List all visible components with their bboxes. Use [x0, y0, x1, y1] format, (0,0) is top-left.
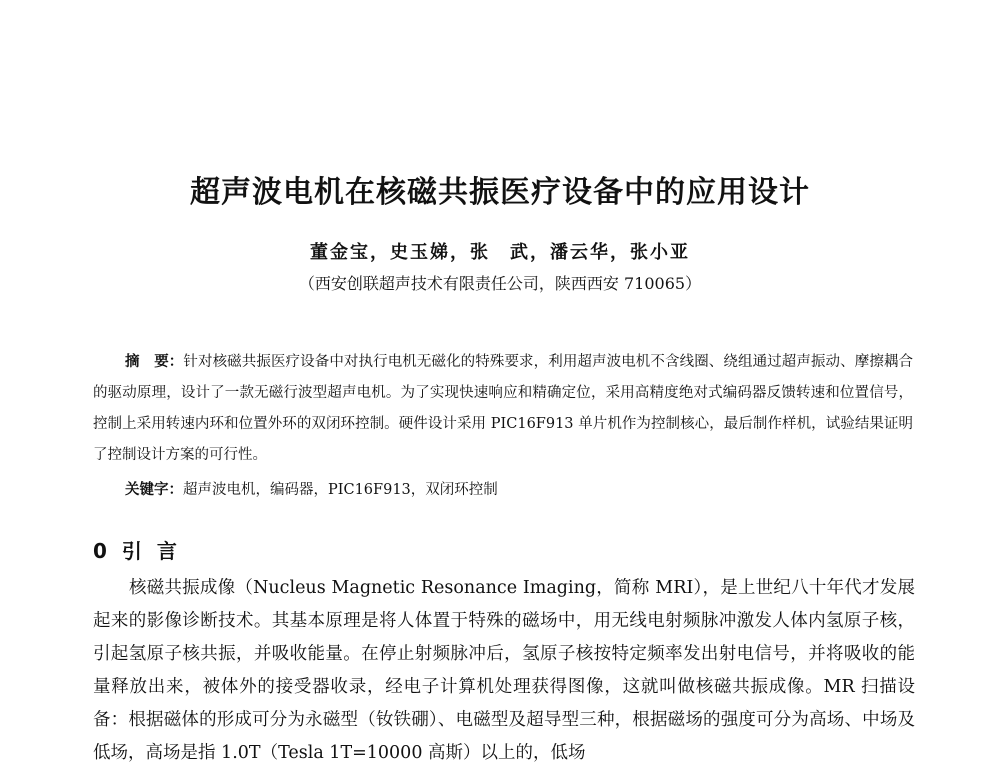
abstract-label: 摘 要：: [125, 354, 184, 370]
section-title: 0 引 言: [93, 539, 181, 563]
keywords: [125, 478, 498, 499]
author-list: 董金宝，史玉娣，张 武，潘云华，张小亚: [310, 242, 690, 263]
keywords-text: 超声波电机，编码器，PIC16F913，双闭环控制: [183, 482, 498, 498]
abstract: [93, 347, 913, 471]
paper-title: 超声波电机在核磁共振医疗设备中的应用设计: [190, 175, 810, 210]
body-paragraph: 核磁共振成像（Nucleus Magnetic Resonance Imaging，简称 MRI），是上世纪八十年代才发展起来的影像诊断技术。其基本原理是将人体置于特殊的磁场中，用无线电射频脉冲激发人体内氢原子核，引起氢原子核共振，并吸收能量。在停止射频脉冲后，氢原子核按特定频率发出射电信号，并将吸收的能量释放出来，被体外的接受器收录，经电子计算机处理获得图像，这就叫做核磁共振成像。MR 扫描设备：根据磁体的形成可分为永磁型（钕铁硼）、电磁型及超导型三种，根据磁场的强度可分为高场、中场及低场，高场是指 1.0T（Tesla 1T=10000 高斯）以上的，低场: [93, 578, 915, 763]
abstract-text: 针对核磁共振医疗设备中对执行电机无磁化的特殊要求，利用超声波电机不含线圈、绕组通过超声振动、摩擦耦合的驱动原理，设计了一款无磁行波型超声电机。为了实现快速响应和精确定位，采用高精度绝对式编码器反馈转速和位置信号，控制上采用转速内环和位置外环的双闭环控制。硬件设计采用 PIC16F913 单片机作为控制核心，最后制作样机，试验结果证明了控制设计方案的可行性。: [93, 354, 914, 463]
affiliation: （西安创联超声技术有限责任公司，陕西西安 710065）: [298, 274, 702, 293]
keywords-label: 关键字：: [125, 482, 183, 498]
